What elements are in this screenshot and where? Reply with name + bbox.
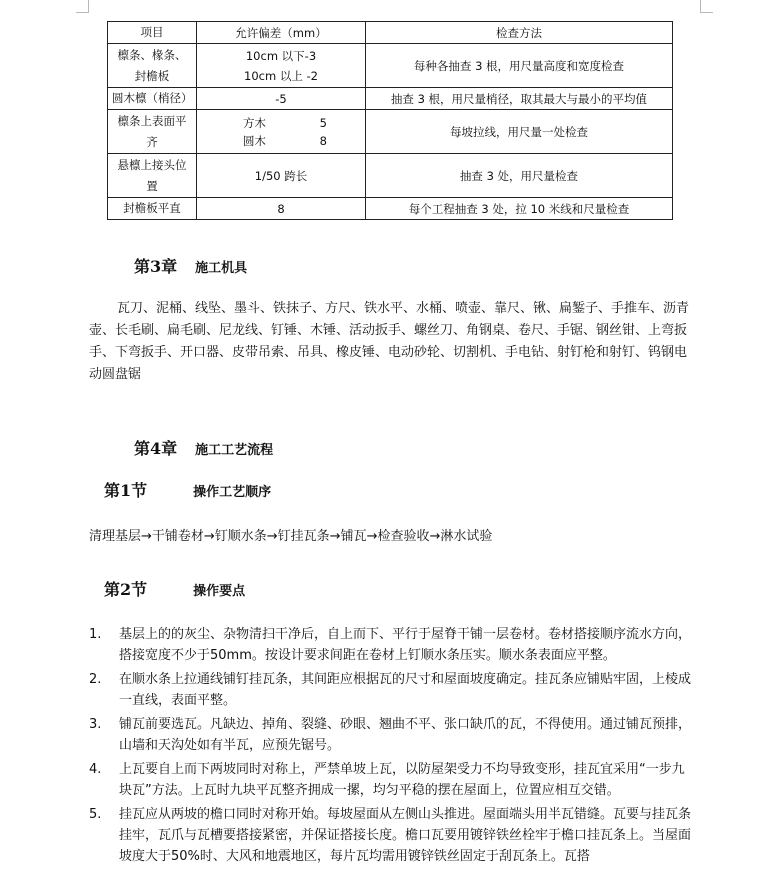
row-method: 每种各抽查 3 根，用尺量高度和宽度检查 xyxy=(366,44,673,88)
row-item: 圆木檩（梢径） xyxy=(108,88,197,110)
list-item: 5. 挂瓦应从两坡的檐口同时对称开始。每坡屋面从左侧山头推进。屋面端头用半瓦错缝。瓦要与挂瓦条挂牢，瓦爪与瓦槽要搭接紧密，并保证搭接长度。檐口瓦要用镀锌铁丝栓牢于檐口挂瓦条上。当屋面坡度大于50%时、大风和地震地区，每片瓦均需用镀锌铁丝固定于刮瓦条上。瓦搭 xyxy=(89,807,692,864)
table-row xyxy=(108,44,673,88)
row-deviation: 1/50 跨长 xyxy=(197,154,366,198)
operation-steps xyxy=(89,624,695,870)
chapter-3-heading xyxy=(134,254,247,277)
row-item: 悬檩上接头位 置 xyxy=(108,154,197,198)
row-deviation: 8 xyxy=(197,198,366,220)
row-deviation: 方木 5 圆木 8 xyxy=(197,110,366,154)
row-method: 抽查 3 根，用尺量梢径，取其最大与最小的平均值 xyxy=(366,88,673,110)
row-item: 檩条上表面平 齐 xyxy=(108,110,197,154)
table-row xyxy=(108,110,673,154)
section-title: 操作要点 xyxy=(193,584,246,599)
chapter-number: 第3章 xyxy=(134,257,178,276)
row-method: 每坡拉线，用尺量一处检查 xyxy=(366,110,673,154)
list-item: 1. 基层上的的灰尘、杂物清扫干净后，自上而下、平行于屋脊干铺一层卷材。卷材搭接顺序流水方向，搭接宽度不少于50mm。按设计要求间距在卷材上钉顺水条压实。顺水条表面应平整。 xyxy=(89,627,692,663)
process-flow: 清理基层→干铺卷材→钉顺水条→钉挂瓦条→铺瓦→检查验收→淋水试验 xyxy=(89,529,493,544)
section-number: 第2节 xyxy=(104,580,148,599)
list-item: 3. 铺瓦前要选瓦。凡缺边、掉角、裂缝、砂眼、翘曲不平、张口缺爪的瓦，不得使用。通过铺瓦预排，山墙和天沟处如有半瓦，应预先锯号。 xyxy=(89,717,692,753)
table-row xyxy=(108,198,673,220)
list-item: 4. 上瓦要自上而下两坡同时对称上，严禁单坡上瓦，以防屋架受力不均导致变形，挂瓦宜采用“一步九块瓦”方法。上瓦时九块平瓦整齐拥成一摞，均匀平稳的摆在屋面上，位置应相互交错。 xyxy=(89,762,685,798)
crop-mark-right xyxy=(700,0,713,13)
tolerance-table xyxy=(107,21,673,220)
section-2-heading xyxy=(104,577,245,600)
row-deviation: -5 xyxy=(197,88,366,110)
row-item: 封檐板平直 xyxy=(108,198,197,220)
crop-mark-left xyxy=(76,0,89,13)
header-deviation: 允许偏差（mm） xyxy=(197,22,366,44)
table-row xyxy=(108,88,673,110)
table-row xyxy=(108,154,673,198)
chapter-title: 施工机具 xyxy=(195,261,248,276)
section-number: 第1节 xyxy=(104,481,148,500)
chapter-number: 第4章 xyxy=(134,439,178,458)
row-deviation: 10cm 以下-3 10cm 以上 -2 xyxy=(197,44,366,88)
section-title: 操作工艺顺序 xyxy=(193,485,272,500)
row-item: 檩条、椽条、 封檐板 xyxy=(108,44,197,88)
header-method: 检查方法 xyxy=(366,22,673,44)
section-1-heading xyxy=(104,478,271,501)
table-header-row xyxy=(108,22,673,44)
chapter-title: 施工工艺流程 xyxy=(195,443,274,458)
row-method: 每个工程抽查 3 处，拉 10 米线和尺量检查 xyxy=(366,198,673,220)
row-method: 抽查 3 处，用尺量检查 xyxy=(366,154,673,198)
list-item: 2. 在顺水条上拉通线铺钉挂瓦条，其间距应根据瓦的尺寸和屋面坡度确定。挂瓦条应铺贴牢固，上棱成一直线，表面平整。 xyxy=(89,672,692,708)
chapter-4-heading xyxy=(134,436,273,459)
tools-paragraph: 瓦刀、泥桶、线坠、墨斗、铁抹子、方尺、铁水平、水桶、喷壶、靠尺、锹、扁錾子、手推车、沥青壶、长毛刷、扁毛刷、尼龙线、钉锤、木锤、活动扳手、螺丝刀、角钢桌、卷尺、手锯、钢丝钳、上弯扳手、下弯扳手、开口器、皮带吊索、吊具、橡皮锤、电动砂轮、切割机、手电钻、射钉枪和射钉、钨钢电动圆盘锯 xyxy=(89,301,690,382)
header-item: 项目 xyxy=(108,22,197,44)
